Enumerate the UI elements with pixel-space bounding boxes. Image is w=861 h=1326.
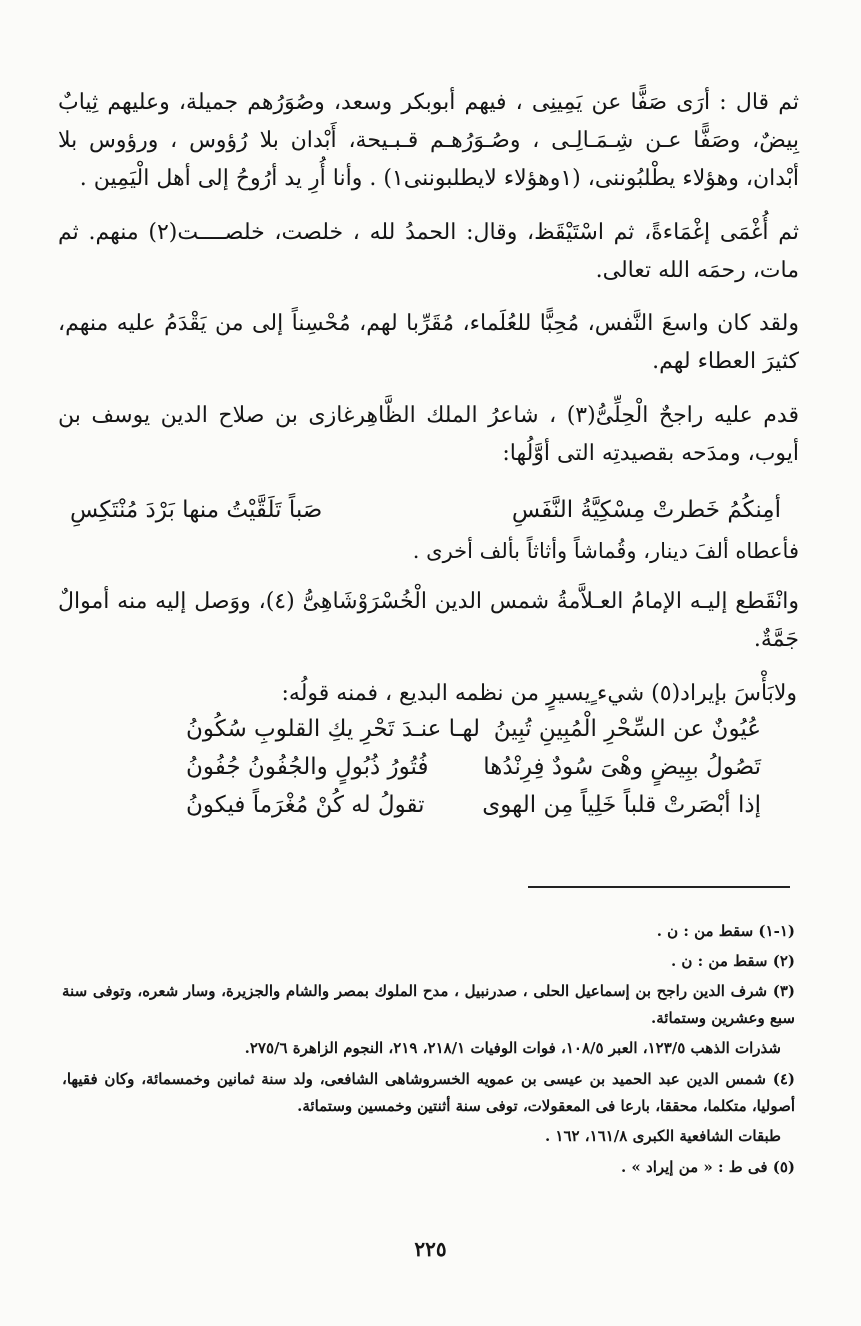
poem-line	[186, 786, 761, 824]
footnote-3-sources: شذرات الذهب ١٢٣/٥، العبر ١٠٨/٥، فوات الوفيات ٢١٨/١، ٢١٩، النجوم الزاهرة ٢٧٥/٦.	[244, 1039, 781, 1057]
footnote-4-sources: طبقات الشافعية الكبرى ١٦١/٨، ١٦٢ .	[544, 1127, 781, 1145]
poem-hemistich-1: تَصُولُ ببِيضٍ وهْىَ سُودٌ فِرِنْدُها	[483, 754, 761, 780]
verse-line	[70, 490, 781, 530]
paragraph-5: فأعطاه ألفَ دينار، وقُماشاً وأثاثاً بألف أخرى .	[412, 539, 799, 563]
paragraph-1: ثم قال : أرَى صَفًّا عن يَمِينِى ، فيهم أبوبكر وسعد، وصُوَرُهم جميلة، وعليهم ثِيابٌ بِيضٌ، وصَفًّا عـن شِـمَـالِـى ، وصُـوَرُهـم قـبـيحة، أَبْدان بلا رُؤوس ، ورؤوس بلا أبْدان، وهؤلاء يطْلبُوننى، (١وهؤلاء لايطلبوننى١) . وأنا أُرِ يد أرُوحُ إلى أهل الْيَمِين .	[58, 90, 799, 191]
poem-hemistich-2: فُتُورُ ذُبُولٍ والجُفُونُ جُفُونُ	[186, 754, 429, 780]
footnote-4: (٤) شمس الدين عبد الحميد بن عيسى بن عمويه الخسروشاهى الشافعى، ولد سنة ثمانين وخمسمائة، وكان فقيها، أصوليا، متكلما، محققا، بارعا فى المعقولات، توفى سنة أثنتين وخمسين وستمائة.	[62, 1070, 795, 1115]
verse-hemistich-2: صَباً تَلَقَّيْتُ منها بَرْدَ مُنْتَكِسِ	[70, 497, 323, 523]
footnote-3: (٣) شرف الدين راجح بن إسماعيل الحلى ، صدرنبيل ، مدح الملوك بمصر والشام والجزيرة، وسار شعره، وتوفى سنة سبع وعشرين وستمائة.	[62, 982, 795, 1027]
poem-hemistich-2: لهـا عنـدَ تَحْرِ يكِ القلوبِ سُكُونُ	[186, 716, 481, 742]
footnote-5: (٥) فى ط : « من إيراد » .	[620, 1158, 795, 1176]
footnotes	[62, 918, 795, 1184]
paragraph-7: ولابَأْسَ بإيراد(٥) شيء ٍيسيرٍ من نظمه البديع ، فمنه قولُه:	[281, 681, 797, 706]
footnote-2: (٢) سقط من : ن .	[670, 952, 795, 970]
poem-hemistich-2: تقولُ له كُنْ مُغْرَماً فيكونُ	[186, 792, 425, 818]
poem-line	[186, 710, 761, 748]
poem-line	[186, 748, 761, 786]
poem-hemistich-1: إذا أبْصَرتْ قلباً خَلِياً مِن الهوى	[482, 792, 761, 818]
footnote-divider	[528, 886, 790, 888]
page-number: ٢٢٥	[414, 1237, 447, 1261]
paragraph-6: وانْقَطع إليـه الإمامُ العـلاَّمةُ شمس الدين الْخُسْرَوْشَاهِىُّ (٤)، ووَصل إليه منه أموالٌ جَمَّةٌ.	[58, 589, 799, 652]
poem-hemistich-1: عُيُونٌ عن السِّحْرِ الْمُبِينِ تُبِينُ	[493, 716, 761, 742]
footnote-1: (١-١) سقط من : ن .	[656, 922, 795, 940]
paragraph-3: ولقد كان واسعَ النَّفس، مُحِبًّا للعُلَماء، مُقَرِّبا لهم، مُحْسِناً إلى من يَقْدَمُ عليه منهم، كثيرَ العطاء لهم.	[58, 311, 799, 374]
verse-hemistich-1: أمِنكُمُ خَطرتْ مِسْكِيَّةُ النَّفَسِ	[511, 497, 781, 523]
paragraph-4: قدم عليه راجحٌ الْحِلِّىُّ(٣) ، شاعرُ الملك الظَّاهِرغازى بن صلاح الدين يوسف بن أيوب، ومدَحه بقصيدتِه التى أوَّلُها:	[58, 403, 799, 466]
poem	[186, 710, 761, 824]
paragraph-2: ثم أُغْمَى إغْمَاءةً، ثم اسْتَيْقَظ، وقال: الحمدُ لله ، خلصت، خلصــــت(٢) منهم. ثم مات، رحمَه الله تعالى.	[58, 220, 799, 283]
